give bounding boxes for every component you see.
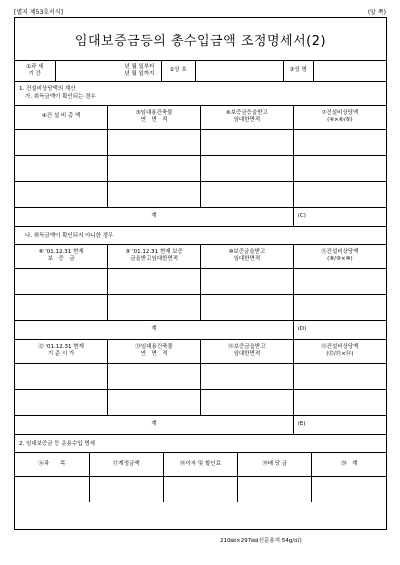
table-a <box>15 106 386 227</box>
table-cell[interactable] <box>15 129 108 155</box>
col-c14-header <box>201 340 294 364</box>
total-label-a: 계 <box>15 207 293 226</box>
period-to: 년 월 일까지 <box>124 71 155 77</box>
table-row <box>15 389 386 415</box>
col-a5-header <box>108 106 201 130</box>
col-18-header: ⑱이자 및 할인료 <box>163 453 237 477</box>
table-cell[interactable] <box>201 294 294 320</box>
period-from: 년 월 일부터 <box>124 63 155 70</box>
col-b10-line2: 임대한면적 <box>233 256 261 263</box>
table-cell[interactable] <box>293 155 386 181</box>
table-row <box>15 477 386 503</box>
section1-sub-a: 가. 취득금액이 확인되는 경우 <box>25 94 96 101</box>
table-cell[interactable] <box>15 389 108 415</box>
section2-title: 2. 임대보증금 등 운용수입 명세 <box>19 440 95 447</box>
col-c15-line1: ⑮건설비상당액 <box>321 343 359 350</box>
tax-form <box>14 17 387 530</box>
total-label-b: 계 <box>15 320 293 339</box>
col-c15-line2: (⑫/⑬×⑭) <box>326 351 354 358</box>
col-a6-line2: 임대한면적 <box>233 117 261 123</box>
col-c15-header <box>293 340 386 364</box>
paper-spec-footer: 210㎜×297㎜(신문용지 54g/㎡) <box>220 538 302 544</box>
table-cell[interactable] <box>15 181 108 207</box>
table-cell[interactable] <box>108 294 201 320</box>
total-value-a[interactable]: (C) <box>293 207 386 226</box>
page-side-label: (앞 쪽) <box>367 9 386 16</box>
total-value-b[interactable]: (D) <box>293 320 386 339</box>
table-cell[interactable] <box>293 181 386 207</box>
col-c12-header <box>15 340 108 364</box>
col-b9-line1: ⑨ '01.12.31 현재 보증 <box>125 248 183 255</box>
table-cell[interactable] <box>163 477 237 503</box>
col-b10-header <box>201 245 294 269</box>
table-cell[interactable] <box>15 155 108 181</box>
col-a5-line2: 연 면 적 <box>140 117 168 123</box>
period-label <box>15 61 55 82</box>
table-cell[interactable] <box>238 477 312 503</box>
col-a7-line1: ⑦건설비상당액 <box>321 109 359 116</box>
col-b9-line2: 금을받고임대한면적 <box>130 256 179 263</box>
section1-heading <box>15 82 386 106</box>
col-b11-line1: ⑪건설비상당액 <box>321 248 359 255</box>
table-cell[interactable] <box>201 363 294 389</box>
table-row <box>15 155 386 181</box>
col-c13-line1: ⑬임대용건축물 <box>135 343 173 350</box>
table-cell[interactable] <box>108 181 201 207</box>
col-a4-header <box>15 106 108 130</box>
col-17-header: ⑰계정금액 <box>89 453 163 477</box>
table-cell[interactable] <box>293 294 386 320</box>
table-cell[interactable] <box>108 155 201 181</box>
table-cell[interactable] <box>108 389 201 415</box>
col-c13-line2: 연 면 적 <box>140 351 168 358</box>
name-label: ③성 명 <box>283 61 313 82</box>
period-dates[interactable] <box>55 61 161 82</box>
table-cell[interactable] <box>15 294 108 320</box>
period-label-line2: 기 간 <box>28 71 41 77</box>
col-c14-line1: ⑭보증금을받고 <box>228 343 266 350</box>
col-c12-line2: 기 준 시 가 <box>47 351 75 358</box>
table-cell[interactable] <box>15 477 89 503</box>
table-row <box>15 294 386 320</box>
col-16-header: ⑯과 목 <box>15 453 89 477</box>
table-cell[interactable] <box>201 268 294 294</box>
col-c12-line1: ⑫ '01.12.31 현재 <box>38 343 84 350</box>
section1-sub-b-heading <box>15 227 386 245</box>
col-b8-line1: ⑧ '01.12.31 현재 <box>38 248 84 255</box>
table-cell[interactable] <box>108 363 201 389</box>
table-row <box>15 129 386 155</box>
table-cell[interactable] <box>201 181 294 207</box>
table-cell[interactable] <box>15 268 108 294</box>
table-row <box>15 363 386 389</box>
table-cell[interactable] <box>293 129 386 155</box>
total-row-b <box>15 320 386 339</box>
total-value-c[interactable]: (E) <box>293 415 386 434</box>
table-cell[interactable] <box>293 389 386 415</box>
table-row <box>15 268 386 294</box>
col-a6-line1: ⑥보증금등을받고 <box>225 109 268 116</box>
table-cell[interactable] <box>293 268 386 294</box>
table-cell[interactable] <box>201 389 294 415</box>
section1-sub-b: 나. 취득금액이 확인되지 아니한 경우 <box>25 232 114 239</box>
col-19-header: ⑲배 당 금 <box>238 453 312 477</box>
name-field[interactable] <box>313 61 386 82</box>
total-row-a <box>15 207 386 226</box>
table-income <box>15 453 386 502</box>
col-c13-header <box>108 340 201 364</box>
table-cell[interactable] <box>108 129 201 155</box>
table-cell[interactable] <box>15 363 108 389</box>
col-b8-header <box>15 245 108 269</box>
col-b8-line2: 보 증 금 <box>47 256 75 263</box>
table-cell[interactable] <box>108 268 201 294</box>
section2-heading <box>15 435 386 453</box>
table-cell[interactable] <box>312 477 386 503</box>
col-b9-header <box>108 245 201 269</box>
company-field[interactable] <box>195 61 283 82</box>
table-row <box>15 181 386 207</box>
col-b11-header <box>293 245 386 269</box>
total-label-c: 계 <box>15 415 293 434</box>
form-title: 임대보증금등의 총수입금액 조정명세서(2) <box>15 18 386 61</box>
col-20-header: ⑳ 계 <box>312 453 386 477</box>
table-b <box>15 245 386 340</box>
period-table <box>15 61 386 82</box>
form-number: [별지 제53호서식] <box>14 9 63 16</box>
section1-title: 1. 건설비상당액의 계산 <box>19 86 76 92</box>
col-b10-line1: ⑩보증금을받고 <box>228 248 266 255</box>
col-a7-header <box>293 106 386 130</box>
table-c <box>15 340 386 435</box>
table-cell[interactable] <box>201 129 294 155</box>
table-cell[interactable] <box>89 477 163 503</box>
total-row-c <box>15 415 386 434</box>
period-label-line1: ①과 세 <box>26 63 44 70</box>
col-b11-line2: (⑧/⑨×⑩) <box>327 256 353 263</box>
col-a4-line1: ④건 설 비 총 액 <box>41 113 81 120</box>
col-a6-header <box>201 106 294 130</box>
col-a7-line2: (④×⑥/⑤) <box>327 117 353 123</box>
col-a5-line1: ⑤임대용건축물 <box>135 109 173 116</box>
table-cell[interactable] <box>201 155 294 181</box>
col-c14-line2: 임대한면적 <box>233 351 261 358</box>
table-cell[interactable] <box>293 363 386 389</box>
company-label: ②상 호 <box>161 61 195 82</box>
